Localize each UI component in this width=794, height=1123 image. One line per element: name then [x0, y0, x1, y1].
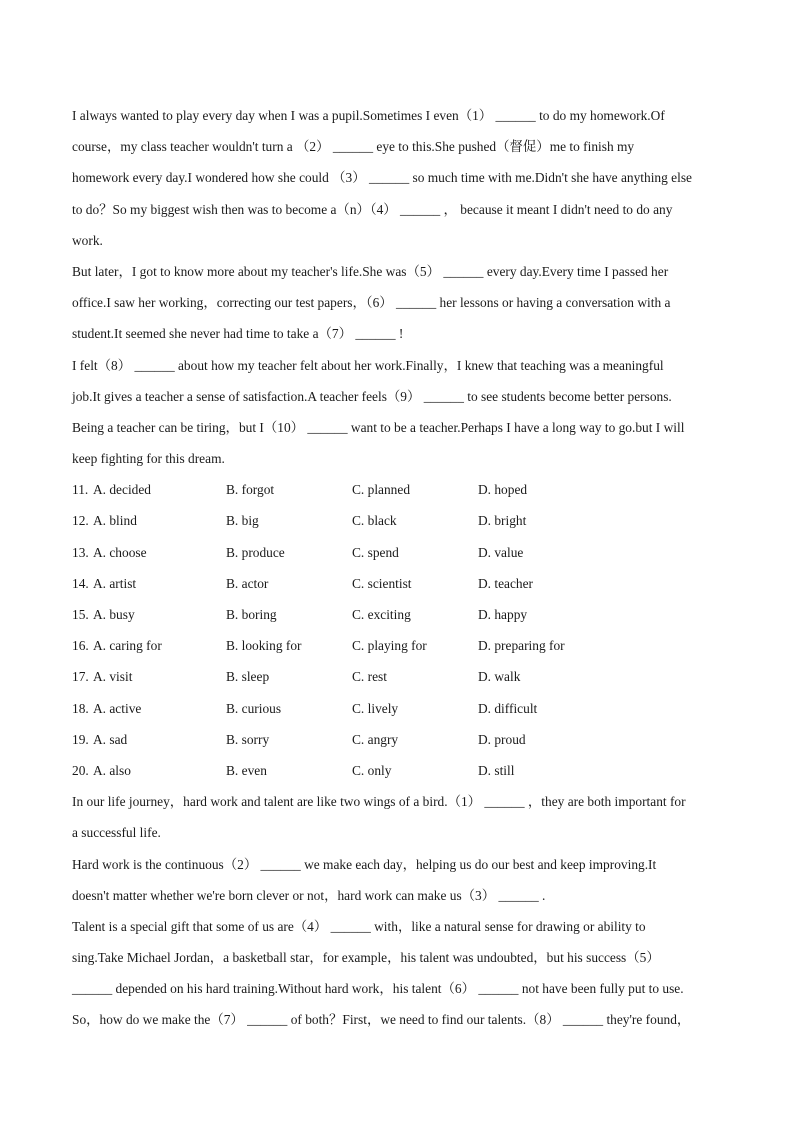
option-d: D. proud [478, 731, 526, 747]
option-a: A. busy [93, 607, 135, 622]
passage-line: office.I saw her working，correcting our test papers，（6） ______ her lessons or having a conversation with a [72, 295, 671, 311]
passage-line: But later，I got to know more about my teacher's life.She was（5） ______ every day.Every time I passed her [72, 263, 669, 279]
question-options-row [72, 661, 722, 692]
passage-2 [72, 786, 722, 1036]
question-number: 11. [72, 482, 89, 498]
option-a: A. blind [93, 513, 137, 529]
option-a: A. artist [93, 575, 137, 591]
question-options-row [72, 724, 722, 755]
option-a: A. visit [93, 669, 133, 685]
question-options-row [72, 693, 722, 724]
option-b: B. looking for [226, 638, 302, 654]
question-options-row [72, 568, 722, 599]
option-a: A. active [93, 700, 142, 716]
option-d: D. hoped [478, 482, 528, 498]
option-c: C. rest [352, 669, 387, 685]
passage-line: homework every day.I wondered how she could （3） ______ so much time with me.Didn't she have anything else [72, 170, 692, 186]
option-c: C. scientist [352, 575, 412, 591]
option-d: D. bright [478, 513, 527, 529]
question-number: 14. [72, 575, 89, 591]
passage-line: job.It gives a teacher a sense of satisfaction.A teacher feels（9） ______ to see students become better persons. [72, 388, 672, 404]
option-d: D. difficult [478, 700, 538, 716]
option-a: A. sad [93, 731, 128, 747]
question-number: 20. [72, 762, 89, 778]
passage-line: I always wanted to play every day when I was a pupil.Sometimes I even（1） ______ to do my homework.Of [72, 108, 665, 123]
option-b: B. curious [226, 700, 282, 716]
option-c: C. planned [352, 482, 411, 498]
passage-line: keep fighting for this dream. [72, 451, 225, 467]
passage-line: work. [72, 232, 103, 248]
passage-line: student.It seemed she never had time to take a（7） ______ ! [72, 326, 404, 342]
option-b: B. sorry [226, 731, 270, 747]
option-a: A. choose [93, 544, 147, 560]
option-d: D. still [478, 762, 515, 778]
passage-line: I felt（8） ______ about how my teacher felt about her work.Finally，I knew that teaching was a meaningful [72, 357, 664, 373]
document-content [72, 100, 722, 1036]
option-d: D. walk [478, 669, 521, 685]
option-a: A. decided [93, 482, 152, 498]
passage-line: course，my class teacher wouldn't turn a （2） ______ eye to this.She pushed（督促）me to finish my [72, 139, 635, 155]
option-b: B. even [226, 762, 267, 778]
question-number: 16. [72, 638, 89, 654]
question-number: 12. [72, 513, 89, 529]
question-options-row [72, 599, 722, 630]
option-b: B. forgot [226, 482, 275, 498]
option-d: D. value [478, 544, 524, 560]
option-c: C. angry [352, 731, 399, 747]
passage-line: to do？So my biggest wish then was to become a（n）（4） ______ ， because it meant I didn't need to do any [72, 201, 673, 217]
option-c: C. black [352, 513, 397, 529]
option-a: A. caring for [93, 638, 162, 654]
passage-line: sing.Take Michael Jordan，a basketball star，for example，his talent was undoubted，but his success（5） [72, 950, 660, 966]
option-d: D. preparing for [478, 638, 565, 654]
passage-line: Being a teacher can be tiring，but I（10） ______ want to be a teacher.Perhaps I have a long way to go.but I will [72, 419, 685, 435]
option-b: B. boring [226, 607, 277, 622]
question-number: 18. [72, 700, 89, 716]
option-c: C. only [352, 762, 392, 778]
option-c: C. playing for [352, 638, 427, 654]
question-options-row [72, 537, 722, 568]
option-c: C. spend [352, 544, 399, 560]
question-options-row [72, 755, 722, 786]
option-b: B. big [226, 513, 259, 529]
question-number: 13. [72, 544, 89, 560]
option-c: C. exciting [352, 607, 411, 622]
question-options-row [72, 474, 722, 505]
option-a: A. also [93, 762, 131, 778]
passage-1 [72, 100, 722, 474]
question-options-row [72, 630, 722, 661]
question-number: 17. [72, 669, 89, 685]
option-d: D. teacher [478, 575, 534, 591]
question-number: 19. [72, 731, 89, 747]
option-b: B. actor [226, 575, 269, 591]
option-c: C. lively [352, 700, 399, 716]
option-b: B. produce [226, 544, 285, 560]
question-number: 15. [72, 607, 89, 622]
passage-line: ______ depended on his hard training.Without hard work，his talent（6） ______ not have been fully put to use. [72, 981, 684, 997]
passage-line: So，how do we make the（7） ______ of both？First，we need to find our talents.（8） ______ they're found， [72, 1012, 691, 1028]
question-options-row [72, 505, 722, 536]
option-b: B. sleep [226, 669, 270, 685]
passage-line: In our life journey，hard work and talent are like two wings of a bird.（1） ______ ，they are both important for [72, 794, 686, 810]
passage-line: Hard work is the continuous（2） ______ we make each day，helping us do our best and keep improving.It [72, 856, 657, 872]
passage-line: a successful life. [72, 825, 161, 841]
passage-line: doesn't matter whether we're born clever or not，hard work can make us（3） ______ . [72, 887, 546, 903]
option-d: D. happy [478, 607, 528, 622]
passage-line: Talent is a special gift that some of us are（4） ______ with，like a natural sense for drawing or ability to [72, 918, 646, 934]
options-list [72, 474, 722, 786]
